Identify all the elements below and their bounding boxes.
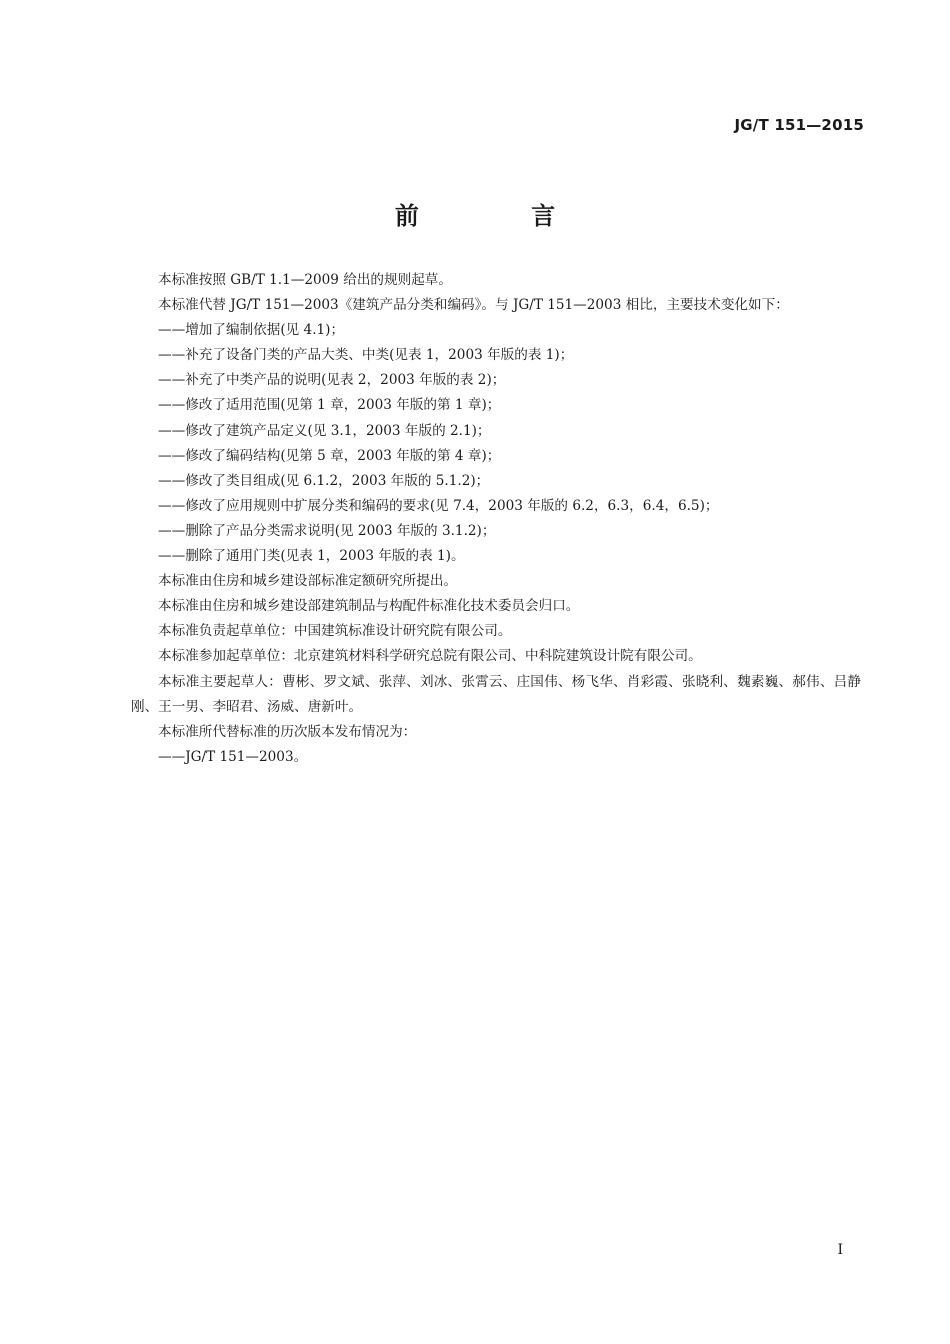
list-item: ——删除了通用门类(见表 1，2003 年版的表 1)。 — [158, 548, 465, 565]
list-item: ——修改了应用规则中扩展分类和编码的要求(见 7.4，2003 年版的 6.2，6.3，6.4，6.5)； — [158, 497, 719, 514]
page-title: 前 言 — [394, 202, 608, 230]
document-body — [131, 268, 861, 770]
list-item: ——修改了建筑产品定义(见 3.1，2003 年版的 2.1)； — [158, 422, 491, 439]
list-item: ——修改了适用范围(见第 1 章，2003 年版的第 1 章)； — [158, 397, 501, 414]
list-item: ——补充了中类产品的说明(见表 2，2003 年版的表 2)； — [158, 372, 506, 389]
paragraph-drafting-rule: 本标准按照 GB/T 1.1—2009 给出的规则起草。 — [158, 272, 452, 288]
list-item: ——修改了编码结构(见第 5 章，2003 年版的第 4 章)； — [158, 447, 501, 464]
paragraph-main-drafters: 本标准主要起草人：曹彬、罗文斌、张萍、刘冰、张霄云、庄国伟、杨飞华、肖彩霞、张晓利、魏素巍、郝伟、吕静刚、王一男、李昭君、汤威、唐新叶。 — [131, 673, 861, 715]
list-item: ——JG/T 151—2003。 — [158, 748, 308, 765]
paragraph-proposer: 本标准由住房和城乡建设部标准定额研究所提出。 — [158, 573, 458, 590]
list-item: ——删除了产品分类需求说明(见 2003 年版的 3.1.2)； — [158, 522, 496, 539]
list-item: ——补充了设备门类的产品大类、中类(见表 1，2003 年版的表 1)； — [158, 347, 574, 364]
paragraph-participating-drafters: 本标准参加起草单位：北京建筑材料科学研究总院有限公司、中科院建筑设计院有限公司。 — [158, 648, 702, 665]
standard-code: JG/T 151—2015 — [734, 116, 864, 134]
paragraph-replacement: 本标准代替 JG/T 151—2003《建筑产品分类和编码》。与 JG/T 151—2003 相比，主要技术变化如下： — [158, 297, 789, 314]
change-list — [131, 318, 861, 569]
list-item: ——增加了编制依据(见 4.1)； — [158, 322, 345, 339]
paragraph-lead-drafter: 本标准负责起草单位：中国建筑标准设计研究院有限公司。 — [158, 623, 512, 640]
list-item: ——修改了类目组成(见 6.1.2，2003 年版的 5.1.2)； — [158, 472, 490, 489]
history-list — [131, 745, 861, 770]
paragraph-committee: 本标准由住房和城乡建设部建筑制品与构配件标准化技术委员会归口。 — [158, 598, 580, 615]
paragraph-history-intro: 本标准所代替标准的历次版本发布情况为： — [158, 723, 417, 740]
page-number: I — [837, 1242, 843, 1258]
